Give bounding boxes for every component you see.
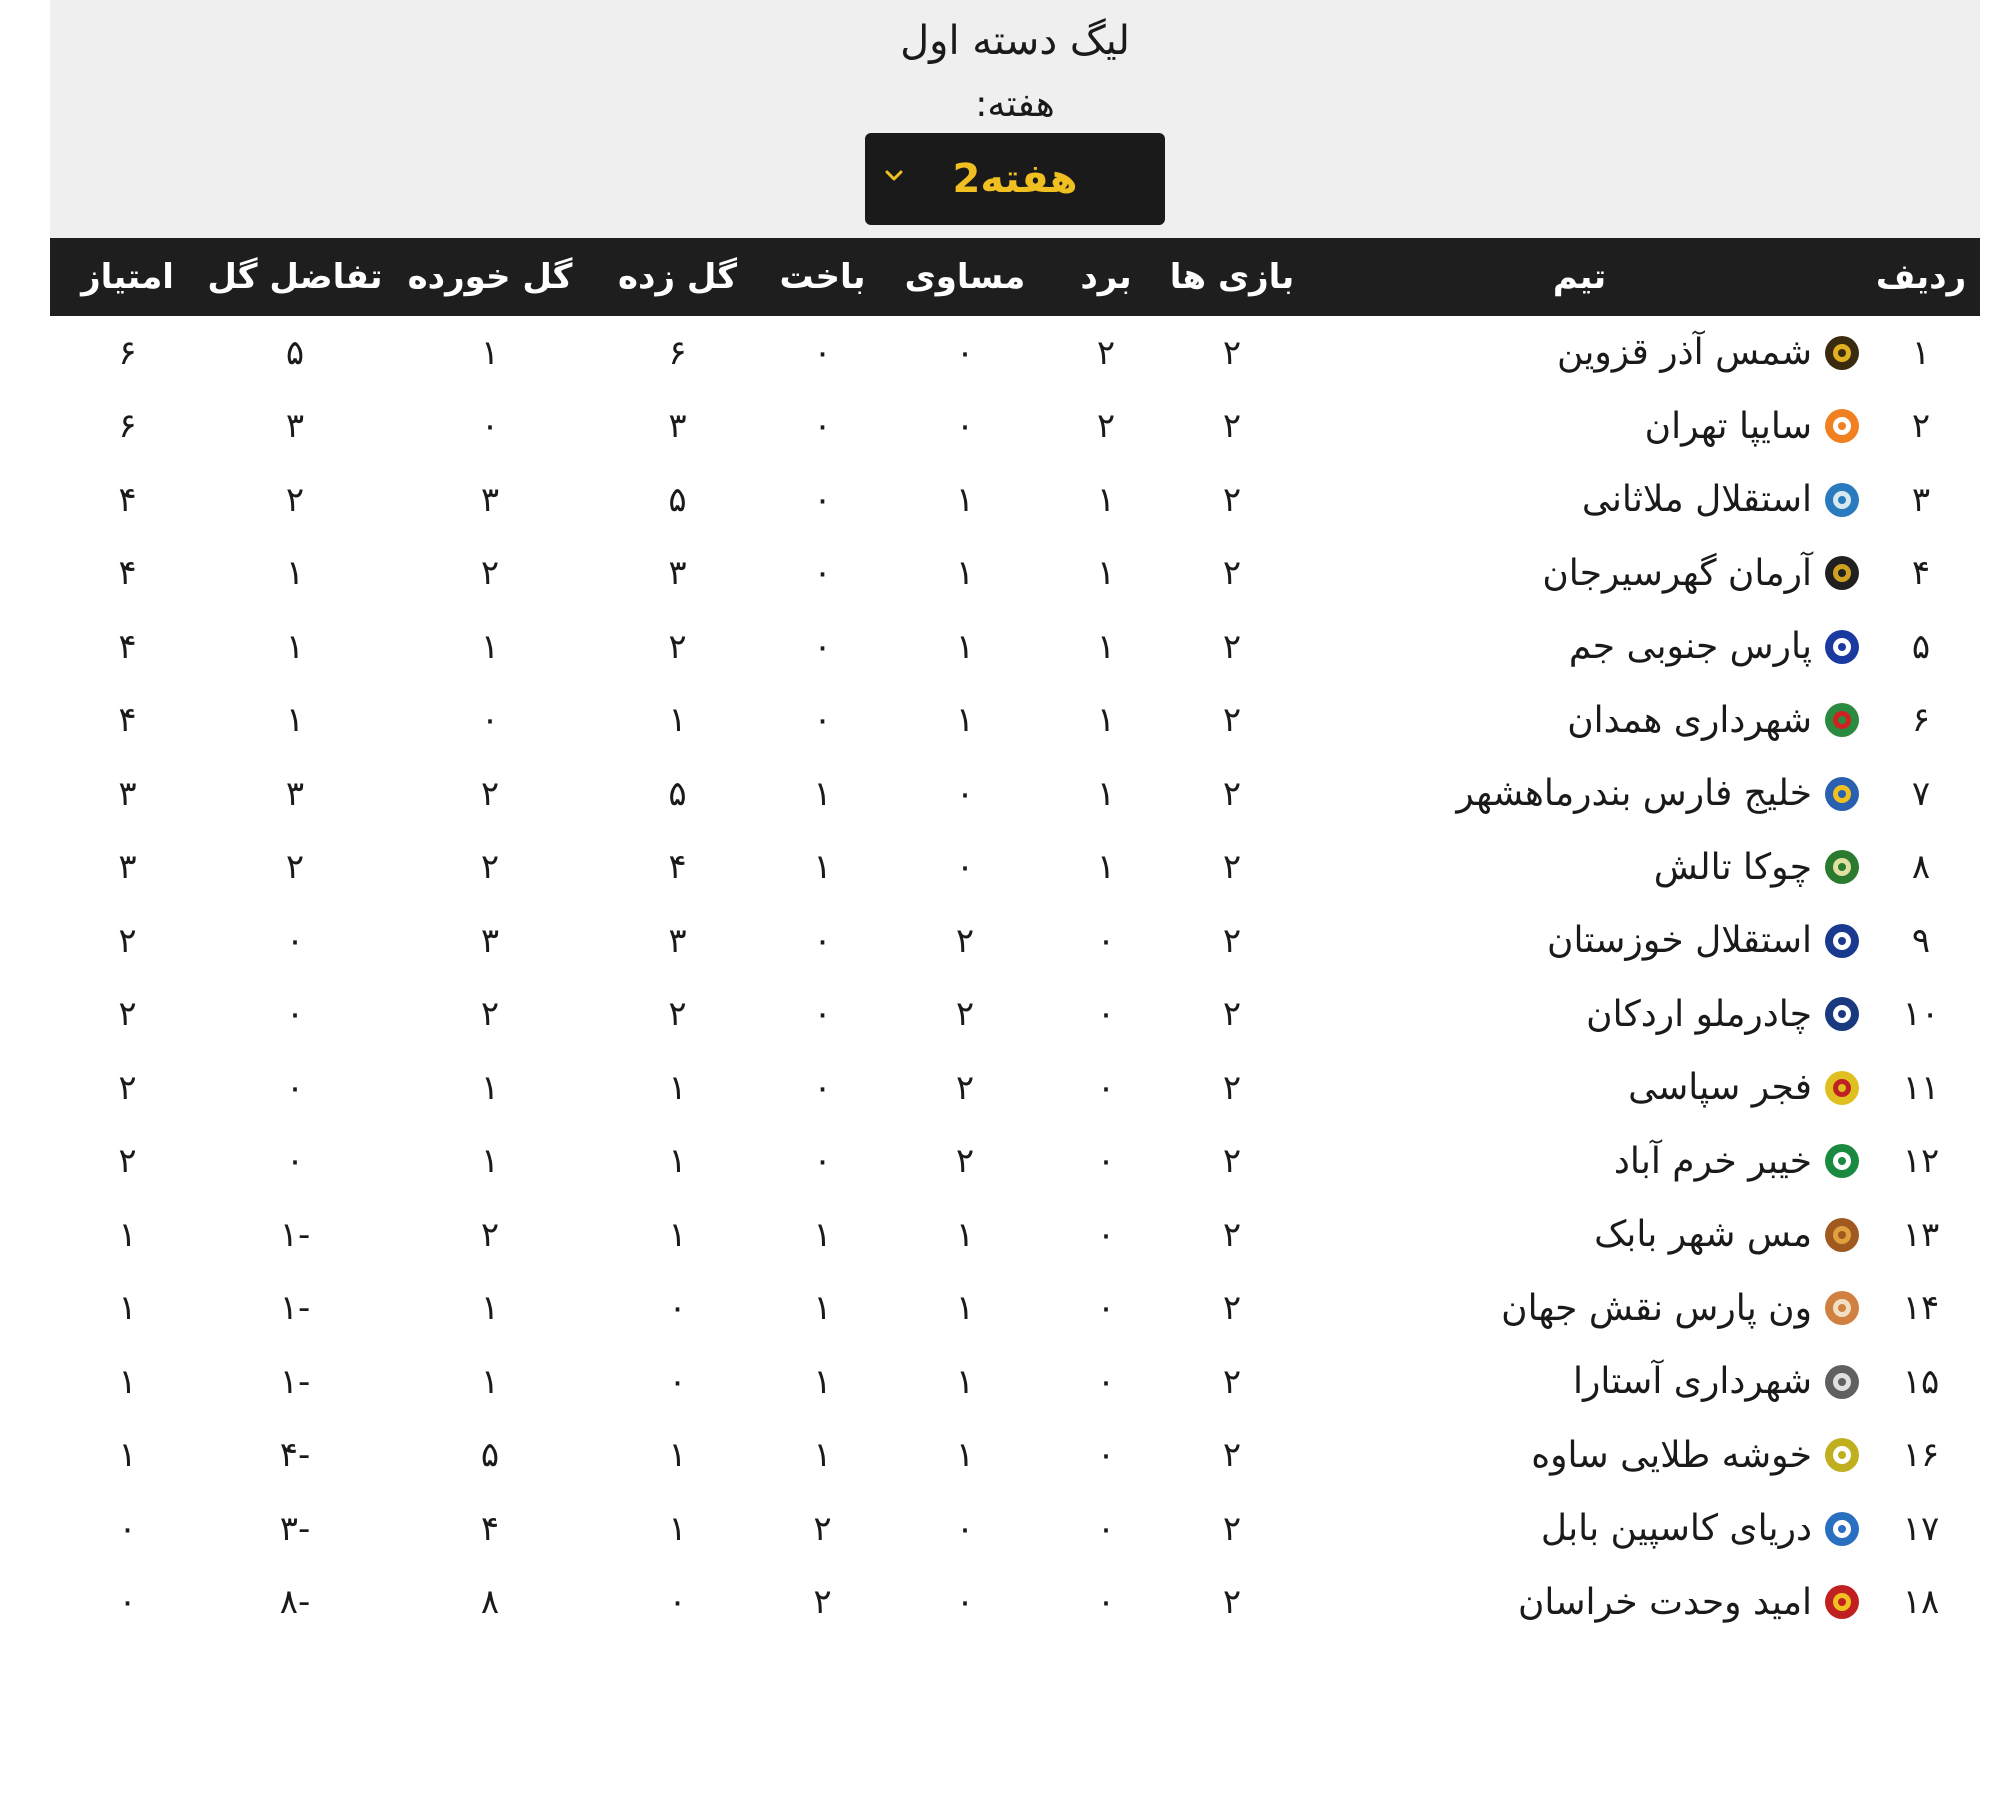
played-cell: ۲	[1222, 626, 1242, 667]
team-logo-icon	[1822, 1362, 1862, 1402]
played-cell: ۲	[1222, 1582, 1242, 1623]
lost-cell: ۰	[813, 1141, 832, 1182]
pts-cell: ۰	[118, 1508, 137, 1549]
gd-cell: ۰	[285, 1067, 305, 1108]
lost-cell: ۱	[813, 1435, 832, 1476]
table-row[interactable]	[50, 463, 1980, 537]
gf-cell: ۳	[668, 406, 687, 447]
ga-cell: ۵	[480, 1435, 500, 1476]
played-cell: ۲	[1222, 1067, 1242, 1108]
ga-cell: ۱	[480, 626, 500, 667]
standings-table	[50, 238, 1980, 1639]
gd-cell: ۰	[285, 920, 305, 961]
team-cell-content	[1297, 1067, 1862, 1108]
played-cell: ۲	[1222, 479, 1242, 520]
ga-cell: ۰	[480, 406, 500, 447]
col-header-gd[interactable]: تفاضل گل	[205, 238, 385, 316]
played-cell: ۲	[1222, 847, 1242, 888]
gd-cell: -۴	[279, 1435, 311, 1476]
team-name[interactable]: چادرملو اردکان	[1586, 993, 1812, 1035]
team-cell[interactable]	[1297, 1051, 1862, 1125]
rank-cell: ۷	[1911, 773, 1931, 814]
col-header-won[interactable]: برد	[1045, 238, 1167, 316]
table-row[interactable]	[50, 537, 1980, 611]
pts-cell: ۱	[118, 1214, 137, 1255]
team-name[interactable]: شمس آذر قزوین	[1556, 332, 1812, 374]
table-row[interactable]	[50, 390, 1980, 464]
won-cell: ۱	[1096, 700, 1116, 741]
rank-cell: ۵	[1911, 626, 1931, 667]
won-cell: ۰	[1096, 1141, 1116, 1182]
league-header	[50, 0, 1980, 238]
gf-cell: ۱	[668, 1067, 687, 1108]
team-cell[interactable]	[1297, 831, 1862, 905]
team-cell-content	[1297, 1141, 1862, 1182]
ga-cell: ۲	[480, 1214, 500, 1255]
team-cell-content	[1297, 773, 1862, 814]
team-name[interactable]: خیبر خرم آباد	[1613, 1140, 1812, 1182]
table-row[interactable]	[50, 1272, 1980, 1346]
team-cell[interactable]	[1297, 978, 1862, 1052]
team-logo-icon	[1822, 994, 1862, 1034]
won-cell: ۱	[1096, 626, 1116, 667]
pts-cell: ۲	[118, 1067, 137, 1108]
team-cell[interactable]	[1297, 1492, 1862, 1566]
drawn-cell: ۱	[955, 1361, 975, 1402]
pts-cell: ۲	[118, 994, 137, 1035]
rank-cell: ۱۰	[1902, 994, 1940, 1035]
pts-cell: ۱	[118, 1361, 137, 1402]
table-row[interactable]	[50, 757, 1980, 831]
pts-cell: ۶	[118, 406, 137, 447]
team-cell-content	[1297, 1288, 1862, 1329]
ga-cell: ۳	[480, 920, 500, 961]
drawn-cell: ۰	[955, 1582, 975, 1623]
team-cell-content	[1297, 1508, 1862, 1549]
gd-cell: -۱	[279, 1214, 311, 1255]
rank-cell: ۱۶	[1902, 1435, 1940, 1476]
team-cell[interactable]	[1297, 390, 1862, 464]
team-cell-content	[1297, 1582, 1862, 1623]
team-name[interactable]: سایپا تهران	[1644, 405, 1812, 447]
rank-cell: ۸	[1911, 847, 1931, 888]
standings-body	[50, 316, 1980, 1639]
gd-cell: -۱	[279, 1361, 311, 1402]
team-name[interactable]: مس شهر بابک	[1594, 1214, 1812, 1256]
gd-cell: ۱	[285, 553, 305, 594]
col-header-played[interactable]: بازی ها	[1167, 238, 1297, 316]
gf-cell: ۳	[668, 920, 687, 961]
team-logo-icon	[1822, 333, 1862, 373]
lost-cell: ۱	[813, 847, 832, 888]
ga-cell: ۱	[480, 1067, 500, 1108]
team-name[interactable]: چوکا تالش	[1653, 846, 1812, 888]
ga-cell: ۲	[480, 847, 500, 888]
drawn-cell: ۲	[955, 994, 975, 1035]
won-cell: ۰	[1096, 1582, 1116, 1623]
team-cell[interactable]	[1297, 684, 1862, 758]
gd-cell: ۳	[285, 773, 305, 814]
team-cell[interactable]	[1297, 610, 1862, 684]
lost-cell: ۱	[813, 773, 832, 814]
drawn-cell: ۲	[955, 1141, 975, 1182]
col-header-gf[interactable]: گل زده	[595, 238, 760, 316]
won-cell: ۲	[1096, 406, 1116, 447]
rank-cell: ۹	[1911, 920, 1931, 961]
ga-cell: ۱	[480, 332, 500, 373]
lost-cell: ۰	[813, 553, 832, 594]
gd-cell: ۰	[285, 994, 305, 1035]
played-cell: ۲	[1222, 1214, 1242, 1255]
lost-cell: ۱	[813, 1361, 832, 1402]
gf-cell: ۲	[668, 626, 687, 667]
played-cell: ۲	[1222, 1361, 1242, 1402]
won-cell: ۰	[1096, 1067, 1116, 1108]
rank-cell: ۱۵	[1902, 1361, 1940, 1402]
team-cell-content	[1297, 1361, 1862, 1402]
won-cell: ۱	[1096, 553, 1116, 594]
lost-cell: ۱	[813, 1214, 832, 1255]
ga-cell: ۳	[480, 479, 500, 520]
played-cell: ۲	[1222, 994, 1242, 1035]
league-title: لیگ دسته اول	[900, 18, 1130, 64]
table-row[interactable]	[50, 1198, 1980, 1272]
table-header-row	[50, 238, 1980, 316]
ga-cell: ۲	[480, 553, 500, 594]
gf-cell: ۲	[668, 994, 687, 1035]
team-cell[interactable]	[1297, 463, 1862, 537]
col-header-lost[interactable]: باخت	[760, 238, 885, 316]
team-cell-content	[1297, 847, 1862, 888]
played-cell: ۲	[1222, 773, 1242, 814]
lost-cell: ۲	[813, 1508, 832, 1549]
team-cell[interactable]	[1297, 316, 1862, 390]
team-name[interactable]: فجر سپاسی	[1628, 1067, 1812, 1109]
team-logo-icon	[1822, 1435, 1862, 1475]
ga-cell: ۱	[480, 1361, 500, 1402]
gf-cell: ۵	[668, 479, 687, 520]
team-logo-icon	[1822, 627, 1862, 667]
team-name[interactable]: امید وحدت خراسان	[1517, 1581, 1812, 1623]
table-row[interactable]	[50, 1345, 1980, 1419]
gd-cell: ۵	[285, 332, 305, 373]
gf-cell: ۱	[668, 1141, 687, 1182]
pts-cell: ۴	[118, 700, 137, 741]
played-cell: ۲	[1222, 1141, 1242, 1182]
gf-cell: ۰	[668, 1582, 687, 1623]
team-cell-content	[1297, 479, 1862, 520]
gf-cell: ۵	[668, 773, 687, 814]
col-header-pts[interactable]: امتیاز	[50, 238, 205, 316]
team-logo-icon	[1822, 1582, 1862, 1622]
team-cell-content	[1297, 553, 1862, 594]
played-cell: ۲	[1222, 920, 1242, 961]
gf-cell: ۰	[668, 1288, 687, 1329]
team-name[interactable]: دریای کاسپین بابل	[1540, 1508, 1812, 1550]
team-cell[interactable]	[1297, 1566, 1862, 1640]
played-cell: ۲	[1222, 406, 1242, 447]
table-row[interactable]	[50, 904, 1980, 978]
table-row[interactable]	[50, 831, 1980, 905]
col-header-team[interactable]: تیم	[1297, 238, 1862, 316]
drawn-cell: ۰	[955, 406, 975, 447]
team-cell-content	[1297, 332, 1862, 373]
drawn-cell: ۰	[955, 773, 975, 814]
team-logo-icon	[1822, 1288, 1862, 1328]
lost-cell: ۰	[813, 626, 832, 667]
team-cell[interactable]	[1297, 1125, 1862, 1199]
team-name[interactable]: پارس جنوبی جم	[1568, 626, 1812, 668]
team-logo-icon	[1822, 774, 1862, 814]
pts-cell: ۲	[118, 920, 137, 961]
pts-cell: ۲	[118, 1141, 137, 1182]
week-select[interactable]	[865, 133, 1165, 225]
ga-cell: ۲	[480, 994, 500, 1035]
team-logo-icon	[1822, 1509, 1862, 1549]
team-cell[interactable]	[1297, 537, 1862, 611]
team-cell[interactable]	[1297, 1345, 1862, 1419]
drawn-cell: ۲	[955, 920, 975, 961]
pts-cell: ۰	[118, 1582, 137, 1623]
team-logo-icon	[1822, 553, 1862, 593]
gd-cell: ۲	[285, 479, 305, 520]
team-cell[interactable]	[1297, 904, 1862, 978]
drawn-cell: ۰	[955, 847, 975, 888]
gf-cell: ۳	[668, 553, 687, 594]
played-cell: ۲	[1222, 553, 1242, 594]
won-cell: ۰	[1096, 920, 1116, 961]
table-row[interactable]	[50, 1051, 1980, 1125]
team-name[interactable]: شهرداری آستارا	[1572, 1361, 1812, 1403]
team-logo-icon	[1822, 1215, 1862, 1255]
pts-cell: ۴	[118, 553, 137, 594]
won-cell: ۰	[1096, 994, 1116, 1035]
drawn-cell: ۱	[955, 1214, 975, 1255]
won-cell: ۲	[1096, 332, 1116, 373]
lost-cell: ۰	[813, 700, 832, 741]
gf-cell: ۱	[668, 700, 687, 741]
drawn-cell: ۱	[955, 626, 975, 667]
team-logo-icon	[1822, 700, 1862, 740]
team-cell-content	[1297, 920, 1862, 961]
team-name[interactable]: استقلال خوزستان	[1547, 920, 1812, 962]
played-cell: ۲	[1222, 1435, 1242, 1476]
gd-cell: -۱	[279, 1288, 311, 1329]
team-name[interactable]: آرمان گهرسیرجان	[1542, 552, 1812, 594]
won-cell: ۱	[1096, 479, 1116, 520]
played-cell: ۲	[1222, 332, 1242, 373]
team-logo-icon	[1822, 847, 1862, 887]
ga-cell: ۴	[480, 1508, 500, 1549]
played-cell: ۲	[1222, 1288, 1242, 1329]
table-row[interactable]	[50, 1492, 1980, 1566]
drawn-cell: ۱	[955, 479, 975, 520]
team-logo-icon	[1822, 1068, 1862, 1108]
gf-cell: ۴	[668, 847, 687, 888]
league-panel	[50, 0, 1980, 1650]
pts-cell: ۶	[118, 332, 137, 373]
table-row[interactable]	[50, 610, 1980, 684]
gd-cell: ۱	[285, 626, 305, 667]
drawn-cell: ۱	[955, 1288, 975, 1329]
ga-cell: ۱	[480, 1141, 500, 1182]
drawn-cell: ۲	[955, 1067, 975, 1108]
gd-cell: ۱	[285, 700, 305, 741]
week-label: هفته:	[975, 84, 1055, 125]
won-cell: ۰	[1096, 1288, 1116, 1329]
team-cell-content	[1297, 1435, 1862, 1476]
drawn-cell: ۱	[955, 700, 975, 741]
team-name[interactable]: شهرداری همدان	[1567, 699, 1812, 741]
table-row[interactable]	[50, 684, 1980, 758]
lost-cell: ۰	[813, 994, 832, 1035]
rank-cell: ۱۱	[1902, 1067, 1940, 1108]
won-cell: ۰	[1096, 1435, 1116, 1476]
team-cell-content	[1297, 406, 1862, 447]
ga-cell: ۰	[480, 700, 500, 741]
lost-cell: ۰	[813, 332, 832, 373]
won-cell: ۱	[1096, 773, 1116, 814]
lost-cell: ۰	[813, 920, 832, 961]
gf-cell: ۰	[668, 1361, 687, 1402]
table-row[interactable]	[50, 978, 1980, 1052]
rank-cell: ۱	[1911, 332, 1931, 373]
team-cell-content	[1297, 700, 1862, 741]
team-cell[interactable]	[1297, 1272, 1862, 1346]
team-logo-icon	[1822, 921, 1862, 961]
rank-cell: ۱۲	[1902, 1141, 1940, 1182]
team-name[interactable]: ون پارس نقش جهان	[1501, 1287, 1812, 1329]
team-cell[interactable]	[1297, 757, 1862, 831]
rank-cell: ۶	[1911, 700, 1931, 741]
won-cell: ۰	[1096, 1214, 1116, 1255]
team-name[interactable]: خوشه طلایی ساوه	[1531, 1434, 1812, 1476]
rank-cell: ۴	[1911, 553, 1931, 594]
gd-cell: -۸	[279, 1582, 311, 1623]
won-cell: ۰	[1096, 1361, 1116, 1402]
drawn-cell: ۰	[955, 1508, 975, 1549]
team-cell-content	[1297, 626, 1862, 667]
lost-cell: ۲	[813, 1582, 832, 1623]
rank-cell: ۱۷	[1902, 1508, 1940, 1549]
won-cell: ۱	[1096, 847, 1116, 888]
gf-cell: ۱	[668, 1508, 687, 1549]
gf-cell: ۱	[668, 1214, 687, 1255]
rank-cell: ۲	[1911, 406, 1931, 447]
lost-cell: ۰	[813, 479, 832, 520]
pts-cell: ۳	[118, 773, 137, 814]
chevron-down-icon	[879, 161, 909, 191]
drawn-cell: ۰	[955, 332, 975, 373]
team-cell-content	[1297, 994, 1862, 1035]
pts-cell: ۱	[118, 1288, 137, 1329]
team-logo-icon	[1822, 480, 1862, 520]
pts-cell: ۴	[118, 479, 137, 520]
week-select-value: هفته2	[952, 156, 1078, 202]
gd-cell: ۲	[285, 847, 305, 888]
table-row[interactable]	[50, 1566, 1980, 1640]
drawn-cell: ۱	[955, 553, 975, 594]
team-cell-content	[1297, 1214, 1862, 1255]
lost-cell: ۱	[813, 1288, 832, 1329]
gf-cell: ۱	[668, 1435, 687, 1476]
table-row[interactable]	[50, 1125, 1980, 1199]
table-row[interactable]	[50, 316, 1980, 390]
rank-cell: ۱۳	[1902, 1214, 1940, 1255]
team-cell[interactable]	[1297, 1419, 1862, 1493]
gf-cell: ۶	[668, 332, 687, 373]
pts-cell: ۳	[118, 847, 137, 888]
played-cell: ۲	[1222, 700, 1242, 741]
team-name[interactable]: استقلال ملاثانی	[1581, 479, 1812, 521]
col-header-ga[interactable]: گل خورده	[385, 238, 595, 316]
lost-cell: ۰	[813, 1067, 832, 1108]
team-logo-icon	[1822, 1141, 1862, 1181]
lost-cell: ۰	[813, 406, 832, 447]
col-header-drawn[interactable]: مساوی	[885, 238, 1045, 316]
gd-cell: ۰	[285, 1141, 305, 1182]
played-cell: ۲	[1222, 1508, 1242, 1549]
team-logo-icon	[1822, 406, 1862, 446]
rank-cell: ۳	[1911, 479, 1931, 520]
ga-cell: ۲	[480, 773, 500, 814]
pts-cell: ۱	[118, 1435, 137, 1476]
table-row[interactable]	[50, 1419, 1980, 1493]
ga-cell: ۸	[480, 1582, 500, 1623]
team-cell[interactable]	[1297, 1198, 1862, 1272]
team-name[interactable]: خلیج فارس بندرماهشهر	[1456, 773, 1812, 815]
col-header-rank[interactable]: ردیف	[1862, 238, 1980, 316]
won-cell: ۰	[1096, 1508, 1116, 1549]
gd-cell: ۳	[285, 406, 305, 447]
rank-cell: ۱۴	[1902, 1288, 1940, 1329]
pts-cell: ۴	[118, 626, 137, 667]
drawn-cell: ۱	[955, 1435, 975, 1476]
gd-cell: -۳	[279, 1508, 311, 1549]
ga-cell: ۱	[480, 1288, 500, 1329]
rank-cell: ۱۸	[1902, 1582, 1940, 1623]
